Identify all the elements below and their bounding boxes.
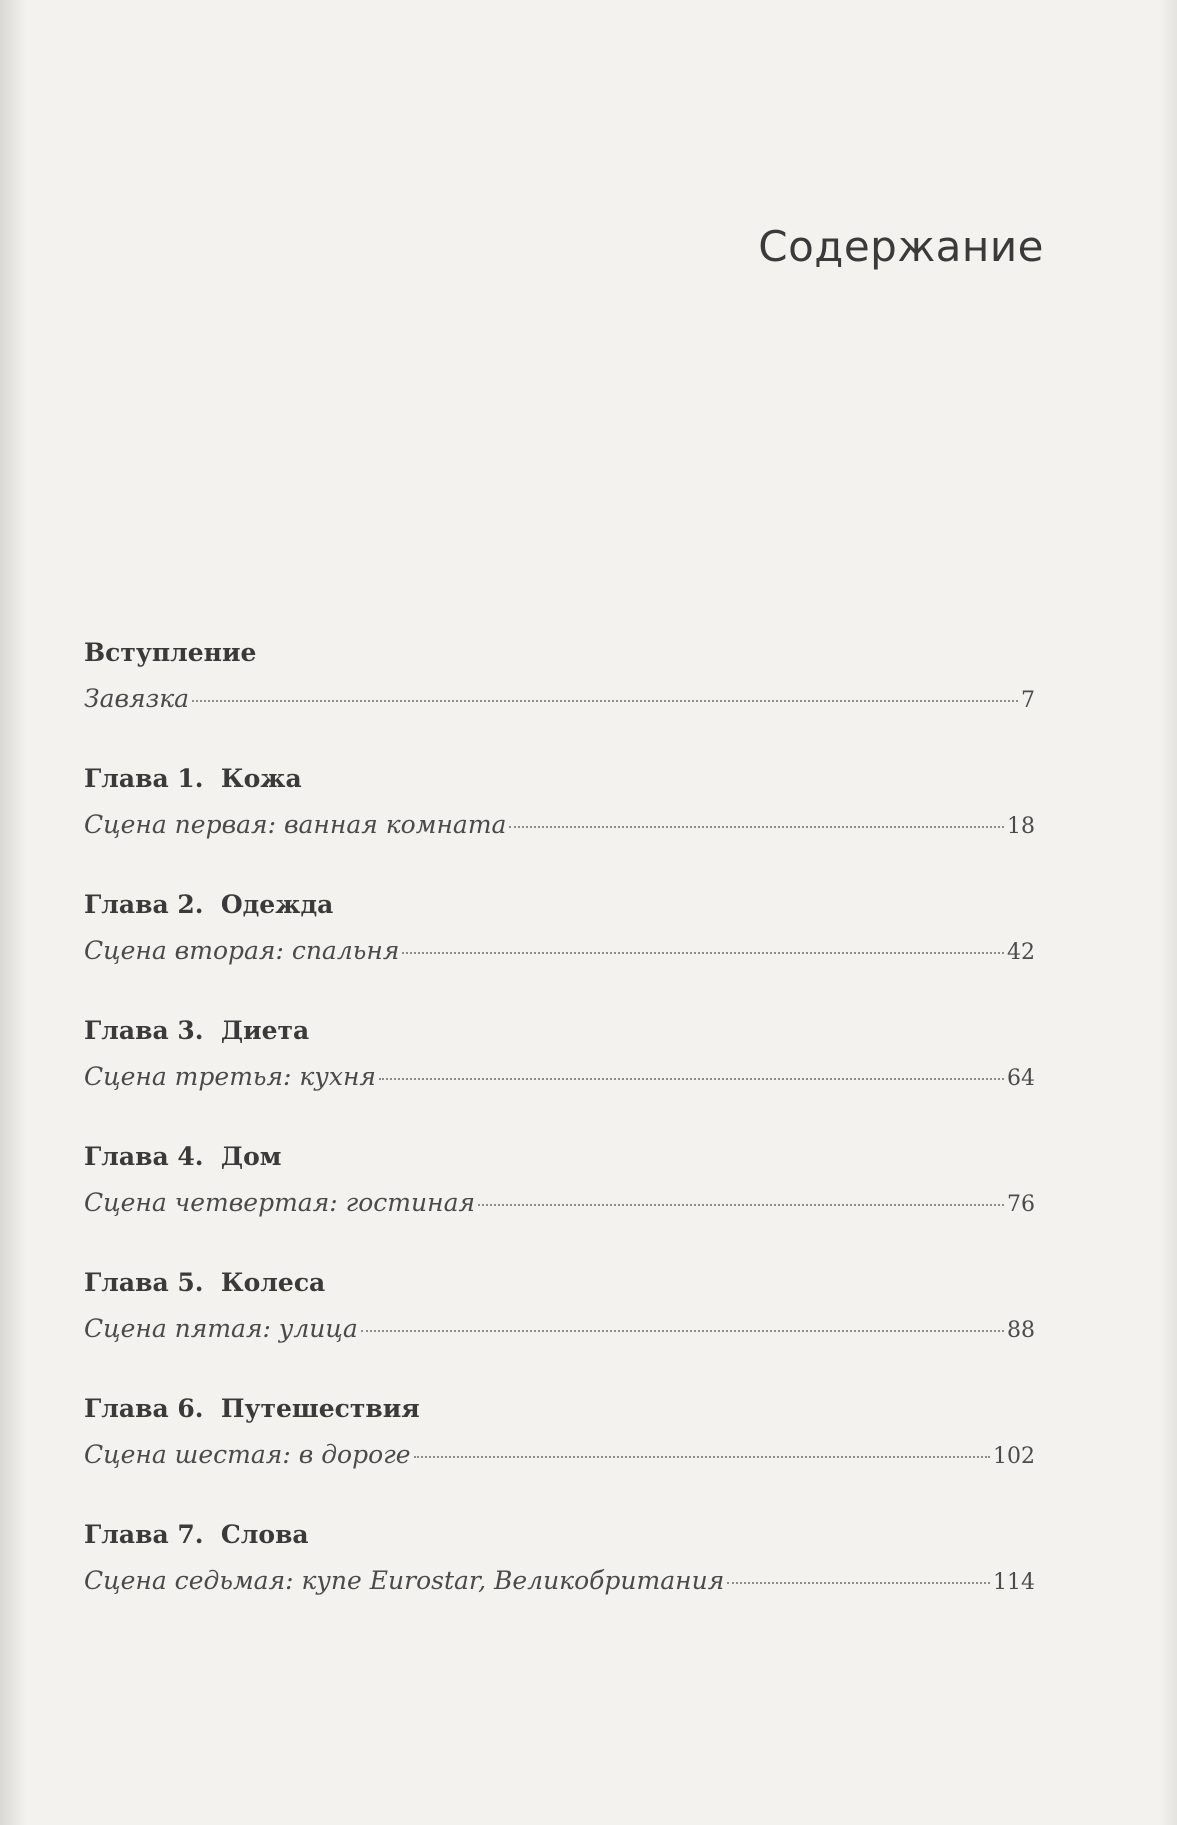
toc-section-chapter-3	[84, 1013, 1035, 1139]
dot-leader	[361, 1330, 1004, 1332]
dot-leader	[192, 700, 1018, 702]
scene-title: Сцена четвертая: гостиная	[84, 1188, 476, 1217]
chapter-heading: Глава 6. Путешествия	[84, 1394, 420, 1423]
chapter-heading: Глава 5. Колеса	[84, 1268, 326, 1297]
chapter-heading: Вступление	[84, 638, 257, 667]
page-number: 18	[1007, 814, 1035, 839]
toc-entry[interactable]	[84, 933, 1035, 971]
page-number: 88	[1007, 1318, 1035, 1343]
toc-section-chapter-2	[84, 887, 1035, 1013]
dot-leader	[478, 1204, 1004, 1206]
page-number: 76	[1007, 1192, 1035, 1217]
toc-entry[interactable]	[84, 1437, 1035, 1475]
page-title: Содержание	[758, 222, 1044, 271]
page-edge-shadow-right	[1159, 0, 1177, 1825]
toc-entry[interactable]	[84, 807, 1035, 845]
scene-title: Сцена первая: ванная комната	[84, 810, 507, 839]
toc-section-chapter-4	[84, 1139, 1035, 1265]
scene-title: Завязка	[84, 684, 190, 713]
chapter-heading: Глава 4. Дом	[84, 1142, 282, 1171]
scene-title: Сцена шестая: в дороге	[84, 1440, 411, 1469]
chapter-heading: Глава 7. Слова	[84, 1520, 309, 1549]
dot-leader	[379, 1078, 1004, 1080]
dot-leader	[509, 826, 1004, 828]
toc-entry[interactable]	[84, 681, 1035, 719]
scene-title: Сцена вторая: спальня	[84, 936, 400, 965]
toc-entry[interactable]	[84, 1185, 1035, 1223]
dot-leader	[727, 1582, 990, 1584]
toc-section-chapter-6	[84, 1391, 1035, 1517]
toc-section-chapter-7	[84, 1517, 1035, 1643]
chapter-heading: Глава 3. Диета	[84, 1016, 310, 1045]
toc-entry[interactable]	[84, 1311, 1035, 1349]
dot-leader	[402, 952, 1004, 954]
chapter-heading: Глава 2. Одежда	[84, 890, 334, 919]
scene-title: Сцена третья: кухня	[84, 1062, 376, 1091]
page-number: 64	[1007, 1066, 1035, 1091]
scene-title: Сцена седьмая: купе Eurostar, Великобритания	[84, 1566, 725, 1595]
scene-title: Сцена пятая: улица	[84, 1314, 358, 1343]
page-number: 7	[1021, 688, 1035, 713]
page-number: 102	[993, 1444, 1035, 1469]
table-of-contents	[84, 635, 1035, 1643]
page-number: 114	[993, 1570, 1035, 1595]
toc-entry[interactable]	[84, 1563, 1035, 1601]
toc-section-intro	[84, 635, 1035, 761]
page-number: 42	[1007, 940, 1035, 965]
toc-section-chapter-5	[84, 1265, 1035, 1391]
toc-section-chapter-1	[84, 761, 1035, 887]
chapter-heading: Глава 1. Кожа	[84, 764, 302, 793]
dot-leader	[414, 1456, 990, 1458]
toc-entry[interactable]	[84, 1059, 1035, 1097]
page-edge-shadow-left	[0, 0, 26, 1825]
